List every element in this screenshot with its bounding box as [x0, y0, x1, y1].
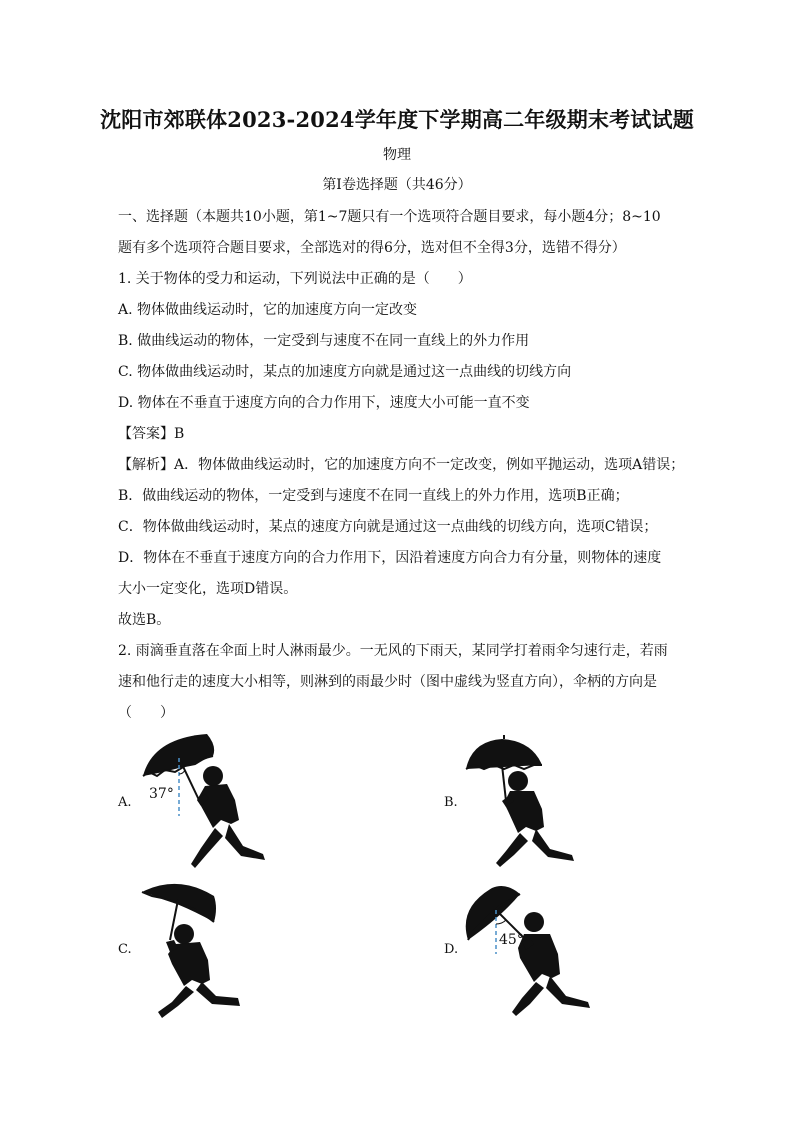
q2-stem-line-2: 速和他行走的速度大小相等，则淋到的雨最少时（图中虚线为竖直方向），伞柄的方向是	[118, 674, 657, 690]
q1-answer: 【答案】B	[118, 426, 185, 442]
figure-a-angle-label: 37°	[149, 786, 174, 802]
figure-b-umbrella-runner	[462, 735, 602, 870]
q1-analysis-line-3: C．物体做曲线运动时，某点的速度方向就是通过这一点曲线的切线方向，选项C错误；	[118, 519, 658, 535]
q2-stem-line-1: 2. 雨滴垂直落在伞面上时人淋雨最少。一无风的下雨天，某同学打着雨伞匀速行走，若雨	[118, 643, 668, 659]
figure-d-umbrella-runner	[462, 878, 602, 1020]
q1-analysis-line-4: D．物体在不垂直于速度方向的合力作用下，因沿着速度方向合力有分量，则物体的速度	[118, 550, 662, 566]
document-title: 沈阳市郊联体2023-2024学年度下学期高二年级期末考试试题	[100, 107, 694, 132]
q1-option-b: B. 做曲线运动的物体，一定受到与速度不在同一直线上的外力作用	[118, 333, 530, 349]
q1-stem: 1. 关于物体的受力和运动，下列说法中正确的是（ ）	[118, 271, 472, 287]
q1-option-d: D. 物体在不垂直于速度方向的合力作用下，速度大小可能一直不变	[118, 395, 530, 411]
q2-stem-line-3: （ ）	[118, 705, 174, 721]
figure-a-label: A.	[118, 795, 132, 810]
instructions-line-1: 一、选择题（本题共10小题，第1~7题只有一个选项符合题目要求，每小题4分；8~10	[118, 209, 661, 225]
section-heading: 第Ⅰ卷选择题（共46分）	[322, 177, 472, 193]
figure-b-label: B.	[444, 795, 458, 810]
q1-analysis-line-2: B．做曲线运动的物体，一定受到与速度不在同一直线上的外力作用，选项B正确；	[118, 488, 629, 504]
figure-c-label: C.	[118, 942, 132, 957]
q1-analysis-line-1: 【解析】A．物体做曲线运动时，它的加速度方向不一定改变，例如平抛运动，选项A错误；	[118, 457, 685, 473]
q1-option-c: C. 物体做曲线运动时，某点的加速度方向就是通过这一点曲线的切线方向	[118, 364, 572, 380]
figure-c-umbrella-runner	[138, 878, 258, 1020]
q1-option-a: A. 物体做曲线运动时，它的加速度方向一定改变	[118, 302, 418, 318]
q1-analysis-line-5: 大小一定变化，选项D错误。	[118, 581, 298, 597]
q1-conclusion: 故选B。	[118, 612, 171, 628]
subject-label: 物理	[383, 147, 411, 163]
figure-d-label: D.	[444, 942, 459, 957]
instructions-line-2: 题有多个选项符合题目要求，全部选对的得6分，选对但不全得3分，选错不得分）	[118, 240, 626, 256]
figure-d-angle-label: 45°	[499, 932, 524, 948]
